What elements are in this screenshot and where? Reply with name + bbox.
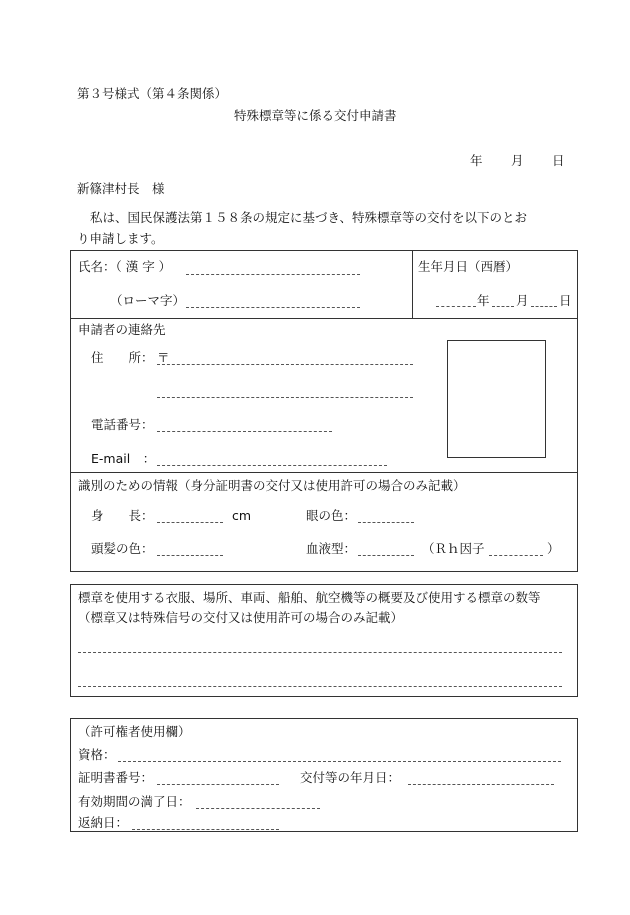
address-field-1[interactable]: [157, 364, 413, 365]
form-number: 第３号様式（第４条関係）: [77, 86, 228, 101]
issue-date-label: 交付等の年月日：: [300, 770, 401, 785]
emblem-line-2: （標章又は特殊信号の交付又は使用許可の場合のみ記載）: [78, 610, 404, 625]
identification-divider: [70, 472, 578, 473]
form-title: 特殊標章等に係る交付申請書: [234, 108, 397, 123]
blood-type-label: 血液型：: [306, 541, 357, 556]
date-month-label: 月: [511, 153, 524, 168]
birth-year-field[interactable]: [436, 306, 476, 307]
rh-factor-label: （Ｒｈ因子: [422, 541, 485, 556]
date-year-label: 年: [470, 153, 483, 168]
date-day-label: 日: [552, 153, 565, 168]
emblem-field-2[interactable]: [78, 686, 562, 687]
height-label: 身 長：: [91, 508, 154, 523]
certificate-number-field[interactable]: [157, 784, 279, 785]
email-field[interactable]: [157, 465, 387, 466]
birth-year-label: 年: [477, 293, 490, 308]
photo-box: [447, 340, 546, 458]
rh-factor-field[interactable]: [489, 555, 543, 556]
height-field[interactable]: [157, 522, 223, 523]
return-date-label: 返納日：: [78, 815, 129, 830]
qualification-label: 資格：: [78, 747, 116, 762]
authority-section-label: （許可権者使用欄）: [78, 724, 191, 739]
postal-mark-icon: 〒: [157, 350, 170, 365]
address-label: 住 所：: [91, 350, 154, 365]
rh-factor-close: ）: [547, 541, 560, 556]
intro-line-2: り申請します。: [77, 231, 164, 246]
qualification-field[interactable]: [118, 761, 561, 762]
contact-section-label: 申請者の連絡先: [78, 322, 166, 337]
addressee: 新篠津村長 様: [77, 181, 165, 196]
emblem-field-1[interactable]: [78, 652, 562, 653]
address-field-2[interactable]: [157, 397, 413, 398]
height-unit: cm: [232, 508, 252, 523]
eye-color-field[interactable]: [358, 522, 414, 523]
birth-day-label: 日: [559, 293, 572, 308]
expiry-date-field[interactable]: [196, 808, 320, 809]
intro-line-1: 私は、国民保護法第１５８条の規定に基づき、特殊標章等の交付を以下のとお: [90, 210, 528, 225]
name-kanji-label: 氏名：（ 漢 字 ）: [78, 259, 172, 274]
emblem-line-1: 標章を使用する衣服、場所、車両、船舶、航空機等の概要及び使用する標章の数等: [78, 590, 541, 605]
name-roman-field[interactable]: [186, 307, 360, 308]
blood-type-field[interactable]: [358, 555, 414, 556]
contact-divider: [70, 318, 578, 319]
birth-divider: [412, 250, 413, 318]
birth-month-label: 月: [516, 293, 529, 308]
identification-section-label: 識別のための情報（身分証明書の交付又は使用許可の場合のみ記載）: [78, 478, 466, 493]
hair-color-label: 頭髪の色：: [91, 541, 154, 556]
issue-date-field[interactable]: [408, 784, 554, 785]
birth-label: 生年月日（西暦）: [418, 259, 519, 274]
return-date-field[interactable]: [132, 829, 279, 830]
hair-color-field[interactable]: [157, 555, 223, 556]
birth-month-field[interactable]: [492, 306, 514, 307]
eye-color-label: 眼の色：: [306, 508, 357, 523]
birth-day-field[interactable]: [531, 306, 557, 307]
email-label: E-mail ：: [91, 451, 156, 466]
phone-field[interactable]: [157, 431, 332, 432]
phone-label: 電話番号：: [91, 417, 154, 432]
name-roman-label: （ローマ字）: [110, 293, 186, 308]
certificate-number-label: 証明書番号：: [78, 770, 154, 785]
name-kanji-field[interactable]: [186, 274, 360, 275]
expiry-date-label: 有効期間の満了日：: [78, 794, 191, 809]
